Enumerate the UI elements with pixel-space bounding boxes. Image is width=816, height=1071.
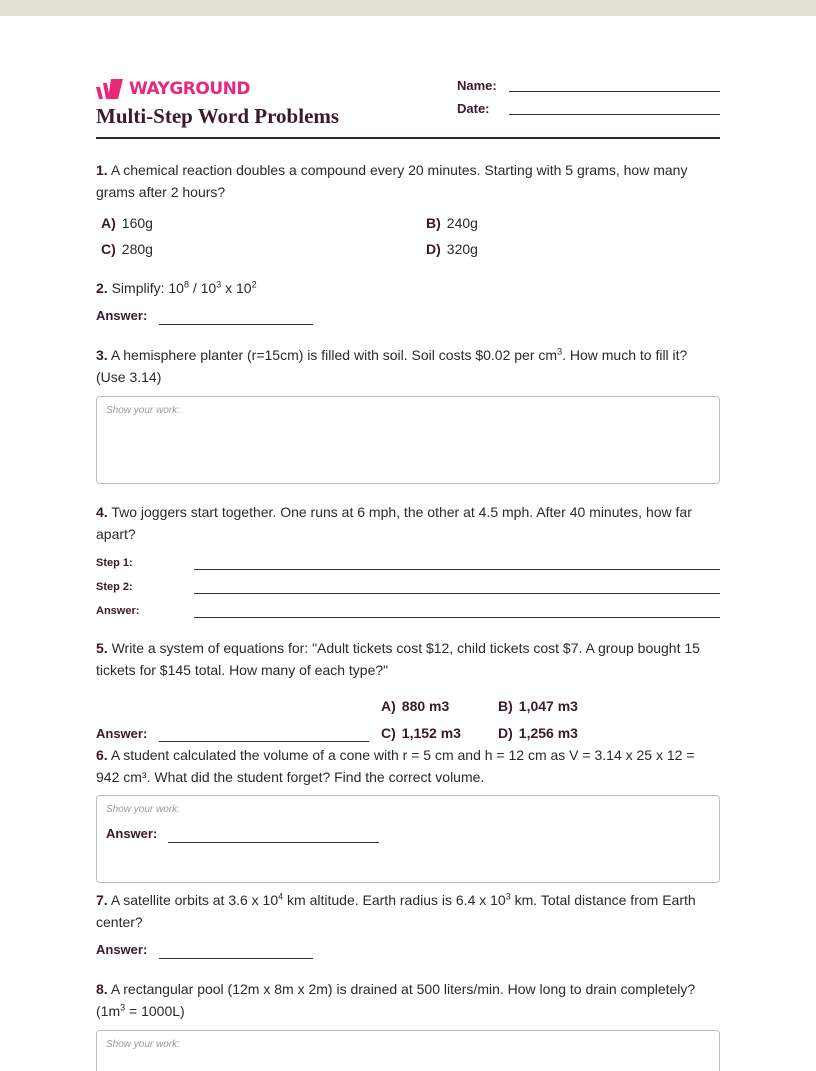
- answer-label: Answer:: [96, 605, 140, 617]
- question-text: A chemical reaction doubles a compound every 20 minutes. Starting with 5 grams, how many grams after 2 hours?: [96, 162, 688, 200]
- name-label: Name:: [457, 78, 497, 93]
- option-letter: B): [426, 215, 441, 231]
- answer-field[interactable]: [159, 324, 313, 325]
- answer-label: Answer:: [106, 826, 158, 841]
- question-number: 6.: [96, 747, 108, 763]
- question-number: 4.: [96, 504, 108, 520]
- step-2-label: Step 2:: [96, 581, 133, 593]
- work-area[interactable]: [96, 795, 720, 883]
- name-field[interactable]: [509, 91, 720, 92]
- option-text: 240g: [446, 215, 478, 231]
- question-text: A rectangular pool (12m x 8m x 2m) is drained at 500 liters/min. How long to drain completely? $(1m^3 = 1000L)$: [96, 981, 696, 1019]
- question-text: Simplify: $10^8 / 10^3$ x $10^2$: [111, 279, 257, 296]
- date-field[interactable]: [509, 114, 720, 115]
- brand-logo: [96, 78, 250, 100]
- work-hint: Show your work:: [106, 1039, 180, 1050]
- question-number: 1.: [96, 162, 108, 178]
- option-text: 1,047 m3: [518, 698, 578, 714]
- option-letter: C): [381, 725, 396, 741]
- option-letter: B): [498, 698, 513, 714]
- answer-label: Answer:: [96, 942, 148, 957]
- question-text: A student calculated the volume of a cone with r = 5 cm and h = 12 cm as V = 3.14 x 25 x 12 = 942 cm³. What did the student forget? Find the correct volume.: [96, 747, 695, 785]
- work-area[interactable]: [96, 1030, 720, 1071]
- question-text: Write a system of equations for: "Adult tickets cost $12, child tickets cost $7. A group bought 15 tickets for $145 total. How many of each type?": [96, 640, 700, 678]
- step-2-field[interactable]: [194, 593, 720, 594]
- option-text: 1,256 m3: [518, 725, 578, 741]
- option-letter: D): [426, 241, 441, 257]
- wayground-logo-icon: [96, 79, 126, 99]
- answer-label: Answer:: [96, 726, 148, 741]
- option-text: 280g: [121, 241, 153, 257]
- date-label: Date:: [457, 101, 490, 116]
- answer-label: Answer:: [96, 308, 148, 323]
- option-c[interactable]: [101, 241, 153, 257]
- question-number: 3.: [96, 347, 108, 363]
- work-area[interactable]: [96, 396, 720, 484]
- answer-field[interactable]: [159, 958, 313, 959]
- option-text: 320g: [446, 241, 478, 257]
- option-text: 160g: [121, 215, 153, 231]
- question-number: 5.: [96, 640, 108, 656]
- option-d[interactable]: [498, 725, 578, 741]
- question-number: 2.: [96, 280, 108, 296]
- question-text: A satellite orbits at 3.6 x $10^4$ km altitude. Earth radius is 6.4 x $10^3$ km. Total distance from Earth center?: [96, 891, 696, 930]
- question-text: Two joggers start together. One runs at 6 mph, the other at 4.5 mph. After 40 minutes, how far apart?: [96, 504, 692, 542]
- question-number: 8.: [96, 981, 108, 997]
- worksheet-page: [96, 0, 720, 1056]
- option-letter: A): [101, 215, 116, 231]
- option-letter: A): [381, 698, 396, 714]
- question-5: [96, 637, 720, 681]
- question-1: [96, 159, 720, 203]
- option-d[interactable]: [426, 241, 478, 257]
- question-2: [96, 277, 720, 299]
- question-6: [96, 744, 720, 788]
- option-b[interactable]: [426, 215, 478, 231]
- option-letter: C): [101, 241, 116, 257]
- option-text: 880 m3: [401, 698, 450, 714]
- question-7: [96, 889, 720, 933]
- question-number: 7.: [96, 892, 108, 908]
- answer-field[interactable]: [194, 617, 720, 618]
- answer-field[interactable]: [159, 741, 369, 742]
- step-1-label: Step 1:: [96, 557, 133, 569]
- question-8: [96, 978, 720, 1022]
- option-c[interactable]: [381, 725, 461, 741]
- question-text: A hemisphere planter (r=15cm) is filled with soil. Soil costs $0.02 per $cm^3$. How much to fill it? (Use 3.14): [96, 346, 688, 385]
- answer-field[interactable]: [168, 842, 379, 843]
- question-4: [96, 501, 720, 545]
- work-hint: Show your work:: [106, 804, 180, 815]
- question-3: [96, 344, 720, 388]
- option-a[interactable]: [381, 698, 449, 714]
- page-title: Multi-Step Word Problems: [96, 104, 340, 128]
- option-a[interactable]: [101, 215, 153, 231]
- header-divider: [96, 137, 720, 139]
- step-1-field[interactable]: [194, 569, 720, 570]
- brand-name: WAYGROUND: [129, 79, 250, 99]
- option-letter: D): [498, 725, 513, 741]
- option-text: 1,152 m3: [401, 725, 461, 741]
- option-b[interactable]: [498, 698, 578, 714]
- work-hint: Show your work:: [106, 405, 180, 416]
